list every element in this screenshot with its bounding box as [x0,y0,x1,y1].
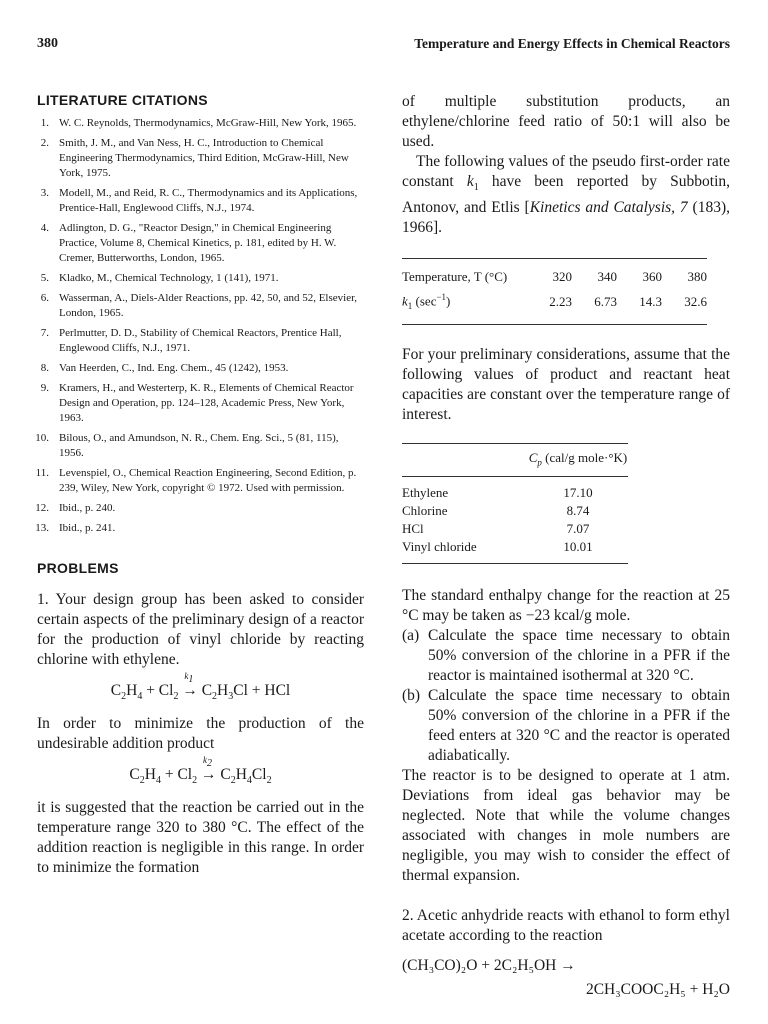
reference-text: Kladko, M., Chemical Technology, 1 (141), 1971. [59,272,279,284]
rate-constant-label: $k_1$ $(\sec^{-1})$ [402,287,527,324]
reference-number: 7. [40,327,49,339]
equation-addition-product: $C_2H_4 + Cl_2$ $k_2$ → $C_2H_4Cl_2$ [129,755,272,787]
table-cell: 14.3 [617,287,662,324]
problem-1-intro: 1. Your design group has been asked to consider certain aspects of the preliminary design of a reactor for the production of vinyl chloride by reacting chlorine with ethylene. [37,591,364,668]
reference-number: 3. [40,187,49,199]
species-value: 8.74 [566,502,590,518]
reference-number: 6. [40,292,49,304]
part-b: (b) Calculate the space time necessary to obtain 50% conversion of the chlorine in a PFR if the feed enters at 320 °C and the reactor is operated adiabatically. [402,686,730,764]
reference-text: W. C. Reynolds, Thermodynamics, McGraw-Hill, New York, 1965. [59,117,357,129]
reference-item [37,431,364,461]
equation-line-2: 2CH₃COOC₂H₅ + H₂O [585,980,730,998]
species-value: 7.07 [566,520,590,536]
reference-item [37,521,364,536]
right-column [402,92,730,1002]
page-number: 380 [37,36,58,51]
equation-ethyl-acetate [402,954,730,1002]
reference-text: Modell, M., and Reid, R. C., Thermodynamics and its Applications, Prentice-Hall, Englewood Cliffs, N.J., 1974. [59,187,358,214]
reference-number: 12. [35,502,49,514]
reference-text: Smith, J. M., and Van Ness, H. C., Introduction to Chemical Engineering Thermodynamics, Third Edition, McGraw-Hill, New York, 1975. [59,137,349,179]
para-rate-constant: The following values of the pseudo first-order rate constant $k_1$ have been reported by Subbotin, Antonov, and Etlis [Kinetics and Catalysis, 7 (183), 1966]. [402,153,730,237]
problem-parts [402,626,730,766]
reference-number: 5. [40,272,49,284]
left-column [37,92,364,878]
reference-list [37,116,364,536]
reference-number: 11. [35,467,49,479]
reference-number: 8. [40,362,49,374]
problem-1-after: it is suggested that the reaction be carried out in the temperature range 320 to 380 °C. The effect of the addition reaction is negligible in this range. In order to minimize the formation [37,799,364,877]
species-name: Chlorine [402,502,448,518]
reference-item [37,381,364,426]
reference-number: 13. [35,522,49,534]
table-cell: 360 [617,259,662,288]
reference-number: 2. [40,137,49,149]
heat-capacity-table [402,443,628,564]
problem-1-mid: In order to minimize the production of the undesirable addition product [37,715,364,753]
reference-item [37,116,364,131]
equation-line-1: (CH₃CO)₂O + 2C₂H₅OH → [402,956,576,974]
reference-item [37,466,364,496]
cp-header: $C_p$ (cal/g mole·°K) [528,444,628,477]
reference-item [37,186,364,216]
reference-text: Bilous, O., and Amundson, N. R., Chem. Eng. Sci., 5 (81, 115), 1956. [59,432,339,459]
problem-2-intro: 2. Acetic anhydride reacts with ethanol to form ethyl acetate according to the reaction [402,906,730,944]
table-cell: 340 [572,259,617,288]
reference-item [37,326,364,356]
para-feed-ratio: of multiple substitution products, an ethylene/chlorine feed ratio of 50:1 will also be used. [402,93,730,150]
reference-item [37,136,364,181]
problems-heading: PROBLEMS [37,560,119,576]
reference-number: 9. [40,382,49,394]
species-name: Ethylene [402,484,449,500]
para-enthalpy: The standard enthalpy change for the reaction at 25 °C may be taken as −23 kcal/g mole. [402,586,730,624]
reference-text: Van Heerden, C., Ind. Eng. Chem., 45 (1242), 1953. [59,362,289,374]
reference-text: Wasserman, A., Diels-Alder Reactions, pp. 42, 50, and 52, Elsevier, London, 1965. [59,292,358,319]
table-cell: 320 [527,259,572,288]
para-operating-conditions: The reactor is to be designed to operate at 1 atm. Deviations from ideal gas behavior may be neglected. Note that while the volume changes associated with changes in mole numbers are negligible, you may wish to consider the effect of thermal expansion. [402,766,730,884]
running-title: Temperature and Energy Effects in Chemical Reactors [414,36,730,51]
reference-text: Adlington, D. G., "Reactor Design," in Chemical Engineering Practice, Volume 8, Chemical Kinetics, p. 181, edited by H. W. Cremer, Butterworths, London, 1965. [59,222,337,264]
species-name: Vinyl chloride [402,538,528,564]
para-heat-capacity: For your preliminary considerations, assume that the following values of product and reactant heat capacities are constant over the temperature range of interest. [402,346,730,424]
reference-item [37,291,364,321]
table-cell: 32.6 [662,287,707,324]
species-value: 10.01 [528,538,628,564]
reference-item [37,501,364,516]
equation-vinyl-chloride: $C_2H_4 + Cl_2$ $k_1$ → $C_2H_3Cl$ + HCl [110,671,291,703]
rate-constant-table [402,258,707,325]
reference-item [37,361,364,376]
part-a: (a) Calculate the space time necessary to obtain 50% conversion of the chlorine in a PFR if the reactor is maintained isothermal at 320 °C. [402,626,730,684]
table-cell: 380 [662,259,707,288]
species-name: HCl [402,520,424,536]
literature-heading: LITERATURE CITATIONS [37,92,208,108]
reference-item [37,271,364,286]
reference-text: Perlmutter, D. D., Stability of Chemical Reactors, Prentice Hall, Englewood Cliffs, N.J., 1971. [59,327,342,354]
table-cell: 2.23 [527,287,572,324]
reference-text: Ibid., p. 240. [59,502,116,514]
reference-number: 1. [40,117,49,129]
species-value: 17.10 [563,484,593,500]
reference-text: Kramers, H., and Westerterp, K. R., Elements of Chemical Reactor Design and Operation, pp. 124–128, Academic Press, New York, 1963. [59,382,354,424]
reference-text: Levenspiel, O., Chemical Reaction Engineering, Second Edition, p. 239, Wiley, New York, copyright © 1972. Used with permission. [59,467,357,494]
temperature-label: Temperature, T (°C) [402,259,527,288]
reference-number: 4. [40,222,49,234]
table-cell: 6.73 [572,287,617,324]
reference-text: Ibid., p. 241. [59,522,116,534]
reference-item [37,221,364,266]
reference-number: 10. [35,432,49,444]
